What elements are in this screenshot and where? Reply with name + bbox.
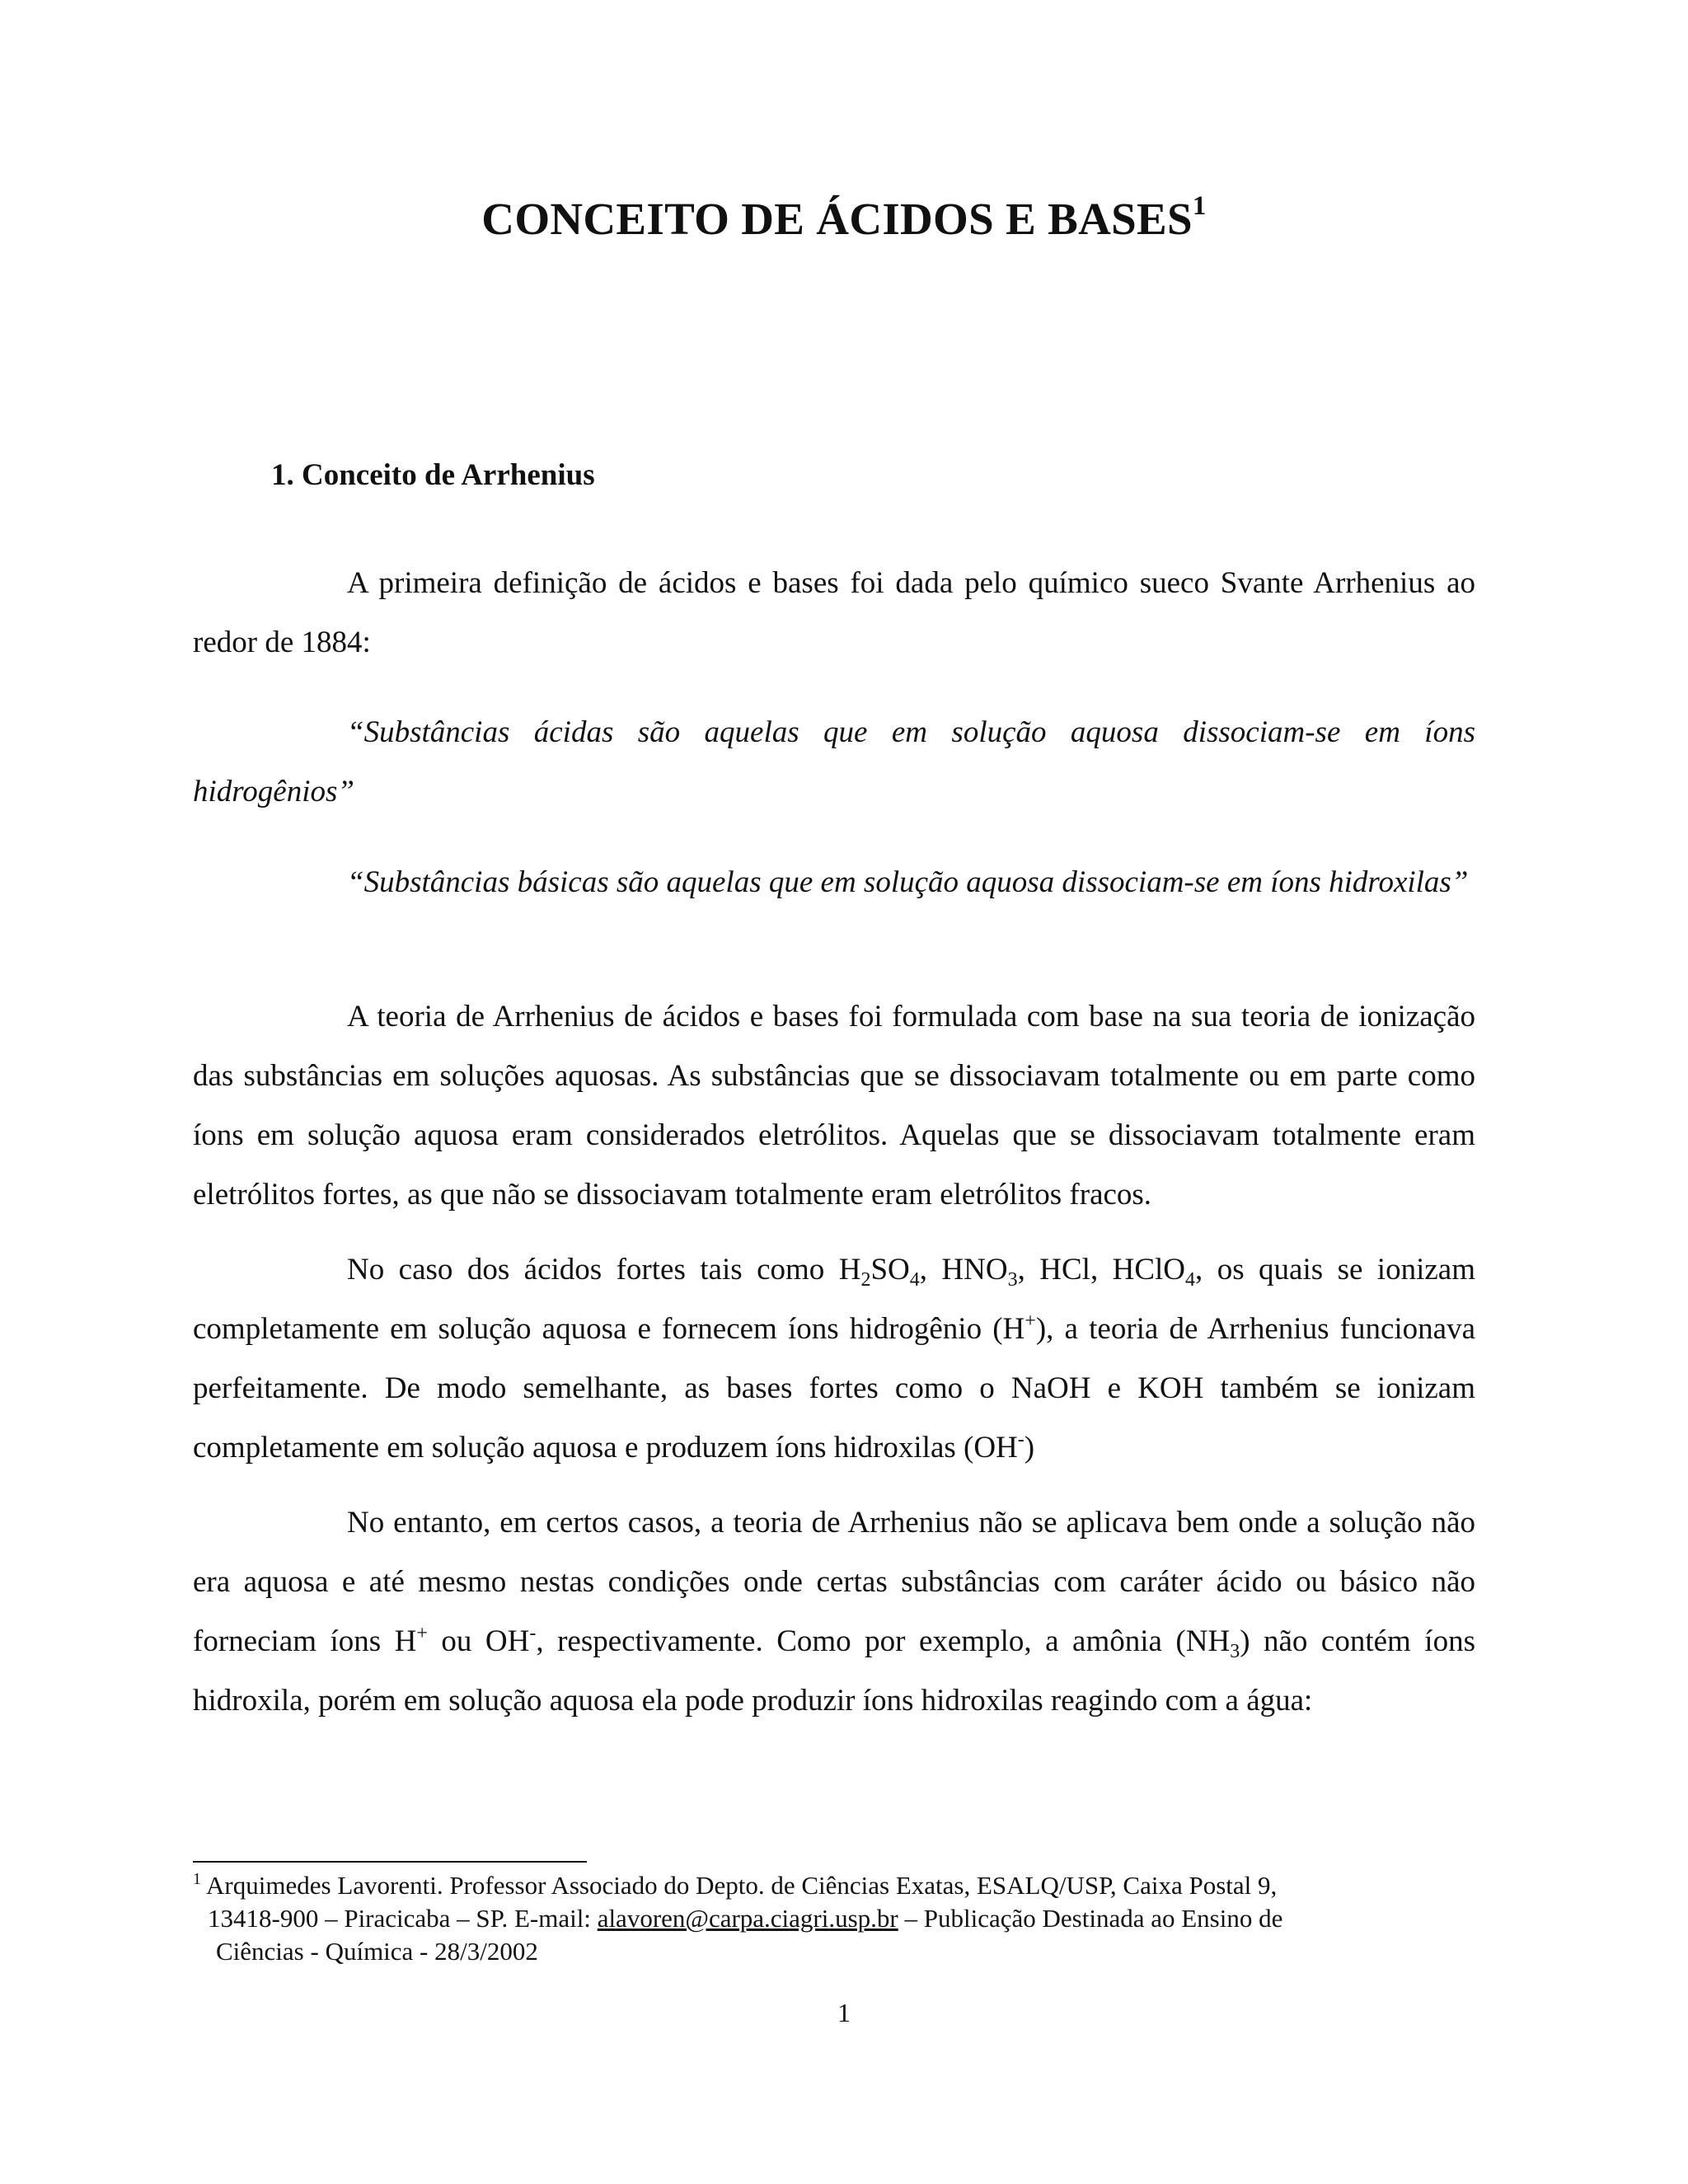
footnote-text: Arquimedes Lavorenti. Professor Associado do Depto. de Ciências Exatas, ESALQ/USP, Caixa Postal 9,: [206, 1871, 1278, 1900]
footnote-line-2: [193, 1902, 1479, 1935]
text-run: ): [1024, 1431, 1035, 1465]
paragraph-intro: A primeira definição de ácidos e bases foi dada pelo químico sueco Svante Arrhenius ao redor de 1884:: [193, 566, 1475, 659]
text-run: , respectivamente. Como por exemplo, a amônia (NH: [536, 1624, 1231, 1658]
text-run: , os quais se ionizam completamente em solução aquosa e fornecem íons hidrogênio (H: [193, 1253, 1475, 1346]
text-run: ), a teoria de Arrhenius funcionava perfeitamente. De modo semelhante, as bases fortes como o NaOH e KOH também se ionizam completamente em solução aquosa e produzem íons hidroxilas (OH: [193, 1312, 1475, 1465]
footnote-text: – Publicação Destinada ao Ensino de: [898, 1904, 1283, 1933]
superscript: -: [529, 1623, 537, 1644]
text-run: ou OH: [427, 1624, 530, 1658]
paragraph-limitations: [193, 1493, 1475, 1731]
section-heading: 1. Conceito de Arrhenius: [271, 458, 595, 492]
footnote-text: 13418-900 – Piracicaba – SP. E-mail:: [208, 1904, 598, 1933]
superscript: +: [416, 1623, 428, 1644]
paragraph-ionization-theory: A teoria de Arrhenius de ácidos e bases foi formulada com base na sua teoria de ionização das substâncias em soluções aquosas. As substâncias que se dissociavam totalmente ou em parte como íons em solução aquosa eram considerados eletrólitos. Aquelas que se dissociavam totalmente eram eletrólitos fortes, as que não se dissociavam totalmente eram eletrólitos fracos.: [193, 1000, 1475, 1212]
subscript: 4: [1185, 1269, 1196, 1291]
paragraph-strong-acids: [193, 1240, 1475, 1478]
text-run: SO: [870, 1253, 910, 1286]
text-run: , HNO: [919, 1253, 1008, 1286]
text-run: ) não contém íons hidroxila, porém em solução aquosa ela pode produzir íons hidroxilas reagindo com a água:: [193, 1624, 1475, 1718]
quote-acid-definition: “Substâncias ácidas são aquelas que em solução aquosa dissociam-se em íons hidrogênios”: [193, 715, 1475, 808]
subscript: 3: [1007, 1269, 1018, 1291]
footnote-line-3: Ciências - Química - 28/3/2002: [216, 1937, 538, 1966]
footnote-line-1: [193, 1869, 1479, 1902]
document-title: [0, 193, 1688, 245]
text-run: , HCl, HClO: [1017, 1253, 1186, 1286]
email-link[interactable]: alavoren@carpa.ciagri.usp.br: [597, 1904, 898, 1933]
superscript: -: [1017, 1429, 1025, 1451]
footnote-marker: 1: [193, 1870, 201, 1888]
text-run: No entanto, em certos casos, a teoria de Arrhenius não se aplicava bem onde a solução não era aquosa e até mesmo nestas condições onde certas substâncias com caráter ácido ou básico não forneciam íons H: [193, 1506, 1475, 1658]
title-footnote-ref[interactable]: 1: [1192, 191, 1207, 221]
footnote-divider: [193, 1861, 587, 1863]
superscript: +: [1025, 1310, 1036, 1332]
subscript: 2: [860, 1269, 871, 1291]
page-number: 1: [837, 1998, 851, 2027]
subscript: 4: [909, 1269, 920, 1291]
subscript: 3: [1230, 1641, 1240, 1662]
text-run: No caso dos ácidos fortes tais como H: [347, 1253, 861, 1286]
footnote: [193, 1869, 1479, 1968]
quote-base-definition: “Substâncias básicas são aquelas que em solução aquosa dissociam-se em íons hidroxilas”: [347, 865, 1469, 899]
title-text: CONCEITO DE ÁCIDOS E BASES: [481, 194, 1193, 244]
